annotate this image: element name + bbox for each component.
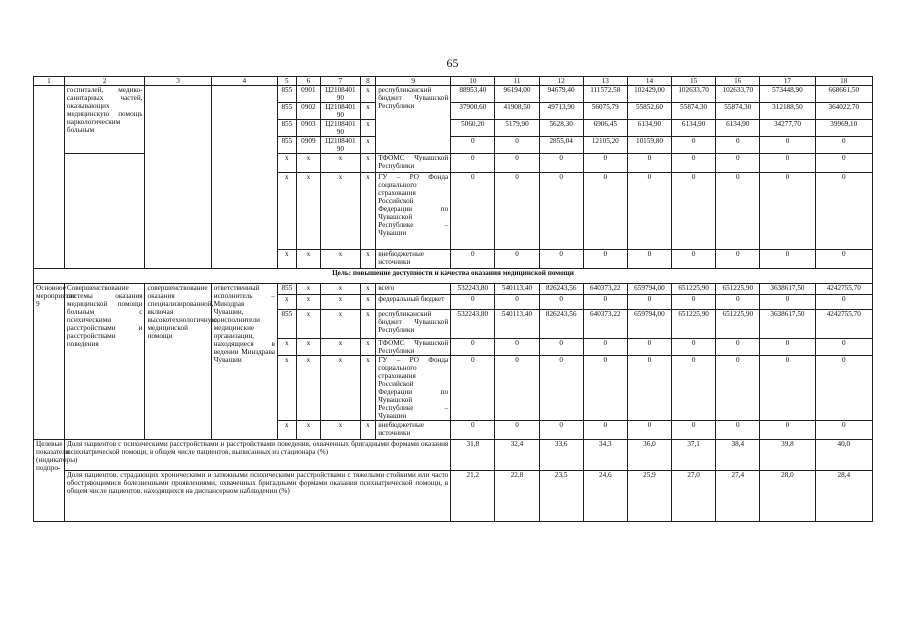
code-cell: х: [321, 421, 361, 440]
source-cell: республиканский бюджет Чувашской Республики: [376, 86, 451, 154]
value-cell: 0: [815, 173, 872, 250]
value-cell: 3638617,50: [760, 284, 815, 295]
value-cell: 6906,45: [583, 120, 627, 137]
value-cell: 0: [815, 250, 872, 269]
value-cell: 0: [451, 295, 495, 310]
value-cell: 0: [760, 137, 815, 154]
value-cell: 0: [451, 154, 495, 173]
code-cell: х: [321, 173, 361, 250]
empty-cell: [64, 154, 145, 269]
header-cell: 10: [451, 77, 495, 86]
value-cell: 34,3: [583, 440, 627, 471]
value-cell: 659794,00: [627, 310, 671, 339]
code-cell: х: [321, 310, 361, 339]
value-cell: 0: [539, 356, 583, 421]
code-cell: х: [360, 421, 375, 440]
value-cell: 0: [495, 339, 539, 356]
source-cell: федеральный бюджет: [376, 295, 451, 310]
value-cell: 10159,80: [627, 137, 671, 154]
code-cell: 855: [277, 284, 296, 295]
code-cell: 855: [277, 310, 296, 339]
value-cell: 0: [760, 295, 815, 310]
value-cell: 540113,40: [495, 284, 539, 295]
value-cell: 0: [539, 421, 583, 440]
code-cell: х: [321, 295, 361, 310]
value-cell: 41908,50: [495, 103, 539, 120]
value-cell: 0: [815, 295, 872, 310]
header-cell: 13: [583, 77, 627, 86]
value-cell: 33,6: [539, 440, 583, 471]
value-cell: 56075,79: [583, 103, 627, 120]
code-cell: х: [360, 137, 375, 154]
value-cell: 0: [672, 295, 716, 310]
header-cell: 8: [360, 77, 375, 86]
header-cell: 7: [321, 77, 361, 86]
header-cell: 2: [64, 77, 145, 86]
value-cell: 0: [495, 154, 539, 173]
header-cell: 3: [145, 77, 211, 86]
value-cell: 0: [672, 154, 716, 173]
value-cell: 0: [495, 250, 539, 269]
header-cell: 1: [34, 77, 65, 86]
value-cell: 0: [495, 173, 539, 250]
value-cell: 640373,22: [583, 310, 627, 339]
value-cell: 0: [672, 356, 716, 421]
code-cell: х: [360, 120, 375, 137]
code-cell: х: [277, 339, 296, 356]
value-cell: 4242755,70: [815, 284, 872, 295]
value-cell: 0: [716, 154, 760, 173]
indicator-row: [34, 440, 873, 471]
value-cell: 34277,70: [760, 120, 815, 137]
value-cell: 25,9: [627, 471, 671, 522]
value-cell: 0: [672, 421, 716, 440]
value-cell: 0: [451, 173, 495, 250]
code-cell: х: [360, 284, 375, 295]
header-cell: 4: [211, 77, 277, 86]
value-cell: 49713,90: [539, 103, 583, 120]
budget-table: [33, 76, 873, 522]
code-cell: х: [296, 250, 320, 269]
value-cell: 102633,70: [672, 86, 716, 103]
source-cell: внебюджетные источники: [376, 421, 451, 440]
executor-cell: ответственный исполнитель – Минздрав Чувашии, соисполнители медицинские организации, находящиеся в ведении Минздрава Чувашии: [211, 284, 277, 440]
value-cell: 0: [495, 137, 539, 154]
value-cell: 111572,58: [583, 86, 627, 103]
empty-cell: [145, 86, 211, 269]
value-cell: 0: [716, 339, 760, 356]
value-cell: 0: [539, 295, 583, 310]
value-cell: 0: [539, 173, 583, 250]
code-cell: х: [360, 86, 375, 103]
value-cell: 55852,60: [627, 103, 671, 120]
value-cell: 0: [672, 339, 716, 356]
value-cell: 0: [760, 250, 815, 269]
value-cell: 0: [716, 295, 760, 310]
value-cell: 0: [672, 250, 716, 269]
code-cell: х: [296, 421, 320, 440]
value-cell: 0: [495, 295, 539, 310]
source-cell: ТФОМС Чувашской Республики: [376, 339, 451, 356]
code-cell: х: [360, 310, 375, 339]
value-cell: 573448,90: [760, 86, 815, 103]
value-cell: 21,2: [451, 471, 495, 522]
value-cell: 651225,90: [672, 284, 716, 295]
value-cell: 312188,50: [760, 103, 815, 120]
code-cell: х: [360, 173, 375, 250]
code-cell: х: [277, 295, 296, 310]
value-cell: 5179,90: [495, 120, 539, 137]
value-cell: 668661,50: [815, 86, 872, 103]
value-cell: 0: [716, 356, 760, 421]
value-cell: 0: [583, 421, 627, 440]
value-cell: 88953,40: [451, 86, 495, 103]
value-cell: 4242755,70: [815, 310, 872, 339]
value-cell: 532243,80: [451, 284, 495, 295]
description-cell: совершенствование оказания специализированной, включая высокотехнологичную, медицинской помощи: [145, 284, 211, 440]
code-cell: х: [360, 339, 375, 356]
code-cell: х: [277, 250, 296, 269]
value-cell: 0: [583, 356, 627, 421]
source-cell: всего: [376, 284, 451, 295]
code-cell: х: [296, 295, 320, 310]
value-cell: 0: [760, 154, 815, 173]
value-cell: 0: [539, 154, 583, 173]
value-cell: 23,5: [539, 471, 583, 522]
value-cell: 0: [716, 421, 760, 440]
section-title: Цель: повышение доступности и качества оказания медицинской помощи: [34, 269, 873, 284]
header-row: [34, 77, 873, 86]
code-cell: х: [360, 356, 375, 421]
value-cell: 36,0: [627, 440, 671, 471]
source-cell: внебюджетные источники: [376, 250, 451, 269]
value-cell: 0: [672, 137, 716, 154]
value-cell: 0: [451, 356, 495, 421]
value-cell: 102633,70: [716, 86, 760, 103]
value-cell: 364022,70: [815, 103, 872, 120]
code-cell: х: [296, 356, 320, 421]
description-cell: госпиталей, медико-санитарных частей, оказывающих медицинскую помощь наркологическим больным: [64, 86, 145, 154]
value-cell: 55874,30: [672, 103, 716, 120]
value-cell: 94679,40: [539, 86, 583, 103]
header-cell: 5: [277, 77, 296, 86]
indicator-row: [34, 471, 873, 522]
value-cell: 0: [451, 421, 495, 440]
value-cell: 0: [716, 173, 760, 250]
value-cell: 0: [627, 154, 671, 173]
value-cell: 37900,60: [451, 103, 495, 120]
code-cell: 0902: [296, 103, 320, 120]
value-cell: 32,4: [495, 440, 539, 471]
value-cell: 5060,20: [451, 120, 495, 137]
code-cell: 855: [277, 103, 296, 120]
code-cell: х: [277, 154, 296, 173]
code-cell: Ц2108401 90: [321, 120, 361, 137]
table-row: [34, 86, 873, 103]
value-cell: 0: [672, 173, 716, 250]
code-cell: х: [321, 284, 361, 295]
value-cell: 6134,90: [672, 120, 716, 137]
value-cell: 0: [716, 250, 760, 269]
code-cell: 0901: [296, 86, 320, 103]
code-cell: х: [360, 295, 375, 310]
value-cell: 22,8: [495, 471, 539, 522]
value-cell: 0: [760, 421, 815, 440]
value-cell: 0: [627, 339, 671, 356]
value-cell: 0: [815, 356, 872, 421]
header-cell: 16: [716, 77, 760, 86]
code-cell: х: [296, 284, 320, 295]
value-cell: 826243,56: [539, 310, 583, 339]
value-cell: 0: [627, 173, 671, 250]
value-cell: 5628,30: [539, 120, 583, 137]
code-cell: 855: [277, 86, 296, 103]
indicator-label-cell: Целевые показатели (индикаторы) подпро-: [34, 440, 65, 522]
code-cell: 855: [277, 120, 296, 137]
value-cell: 826243,56: [539, 284, 583, 295]
header-cell: 14: [627, 77, 671, 86]
value-cell: 38,4: [716, 440, 760, 471]
value-cell: 0: [583, 250, 627, 269]
code-cell: х: [360, 154, 375, 173]
header-cell: 11: [495, 77, 539, 86]
code-cell: 0909: [296, 137, 320, 154]
code-cell: х: [360, 250, 375, 269]
value-cell: 39969,10: [815, 120, 872, 137]
value-cell: 37,1: [672, 440, 716, 471]
value-cell: 0: [539, 339, 583, 356]
value-cell: 540113,40: [495, 310, 539, 339]
value-cell: 28,4: [815, 471, 872, 522]
value-cell: 0: [760, 339, 815, 356]
value-cell: 55874,30: [716, 103, 760, 120]
code-cell: х: [277, 173, 296, 250]
value-cell: 0: [627, 250, 671, 269]
value-cell: 96194,00: [495, 86, 539, 103]
value-cell: 27,0: [672, 471, 716, 522]
code-cell: х: [321, 250, 361, 269]
source-cell: республиканский бюджет Чувашской Республики: [376, 310, 451, 339]
header-cell: 15: [672, 77, 716, 86]
code-cell: 0903: [296, 120, 320, 137]
section-row: [34, 269, 873, 284]
page-number: 65: [446, 56, 459, 70]
code-cell: х: [296, 310, 320, 339]
value-cell: 0: [815, 339, 872, 356]
code-cell: х: [296, 339, 320, 356]
value-cell: 102429,00: [627, 86, 671, 103]
value-cell: 40,0: [815, 440, 872, 471]
code-cell: х: [277, 421, 296, 440]
header-cell: 12: [539, 77, 583, 86]
value-cell: 39,8: [760, 440, 815, 471]
value-cell: 0: [760, 173, 815, 250]
code-cell: Ц2108401 90: [321, 86, 361, 103]
value-cell: 6134,90: [716, 120, 760, 137]
event-cell: Основное мероприятие 9: [34, 284, 65, 440]
value-cell: 0: [495, 356, 539, 421]
code-cell: х: [321, 356, 361, 421]
table-row: [34, 284, 873, 295]
header-cell: 9: [376, 77, 451, 86]
indicator-text-cell: Доля пациентов с психическими расстройствами и расстройствами поведения, охваченных бригадными формами оказания психиатрической помощи, в общем числе пациентов, выписанных из стационара (%): [64, 440, 450, 471]
description-cell: Совершенствование системы оказания медицинской помощи больным с психическими расстройствами и расстройствами поведения: [64, 284, 145, 440]
header-cell: 18: [815, 77, 872, 86]
value-cell: 2855,04: [539, 137, 583, 154]
value-cell: 0: [716, 137, 760, 154]
value-cell: 0: [815, 421, 872, 440]
value-cell: 0: [815, 137, 872, 154]
value-cell: 28,0: [760, 471, 815, 522]
value-cell: 0: [495, 421, 539, 440]
value-cell: 0: [760, 356, 815, 421]
header-cell: 17: [760, 77, 815, 86]
value-cell: 640373,22: [583, 284, 627, 295]
value-cell: 0: [451, 339, 495, 356]
code-cell: Ц2108401 90: [321, 103, 361, 120]
value-cell: 651225,90: [716, 310, 760, 339]
code-cell: х: [296, 154, 320, 173]
value-cell: 0: [627, 421, 671, 440]
source-cell: ГУ – РО Фонда социального страхования Российской Федерации по Чувашской Республике – Чувашии: [376, 356, 451, 421]
value-cell: 0: [539, 250, 583, 269]
value-cell: 0: [583, 173, 627, 250]
empty-cell: [34, 86, 65, 269]
code-cell: Ц2108401 90: [321, 137, 361, 154]
source-cell: ТФОМС Чувашской Республики: [376, 154, 451, 173]
value-cell: 0: [627, 356, 671, 421]
code-cell: х: [296, 173, 320, 250]
header-cell: 6: [296, 77, 320, 86]
value-cell: 31,8: [451, 440, 495, 471]
value-cell: 0: [451, 250, 495, 269]
value-cell: 12105,20: [583, 137, 627, 154]
code-cell: х: [360, 103, 375, 120]
value-cell: 0: [627, 295, 671, 310]
value-cell: 3638617,50: [760, 310, 815, 339]
value-cell: 651225,90: [672, 310, 716, 339]
value-cell: 24,6: [583, 471, 627, 522]
value-cell: 651225,90: [716, 284, 760, 295]
source-cell: ГУ – РО Фонда социального страхования Российской Федерации по Чувашской Республике – Чувашии: [376, 173, 451, 250]
code-cell: 855: [277, 137, 296, 154]
value-cell: 6134,90: [627, 120, 671, 137]
code-cell: х: [321, 154, 361, 173]
value-cell: 0: [451, 137, 495, 154]
value-cell: 27,4: [716, 471, 760, 522]
value-cell: 532243,80: [451, 310, 495, 339]
value-cell: 0: [815, 154, 872, 173]
value-cell: 0: [583, 295, 627, 310]
value-cell: 659794,00: [627, 284, 671, 295]
value-cell: 0: [583, 339, 627, 356]
code-cell: х: [277, 356, 296, 421]
code-cell: х: [321, 339, 361, 356]
empty-cell: [211, 86, 277, 269]
indicator-text-cell: Доля пациентов, страдающих хроническими и затяжными психическими расстройствами с тяжелыми стойкими или часто обостряющимися болезненными проявлениями, охваченных бригадными формами оказания психиатрической помощи, в общем числе пациентов, находящихся на диспансерном наблюдении (%): [64, 471, 450, 522]
value-cell: 0: [583, 154, 627, 173]
